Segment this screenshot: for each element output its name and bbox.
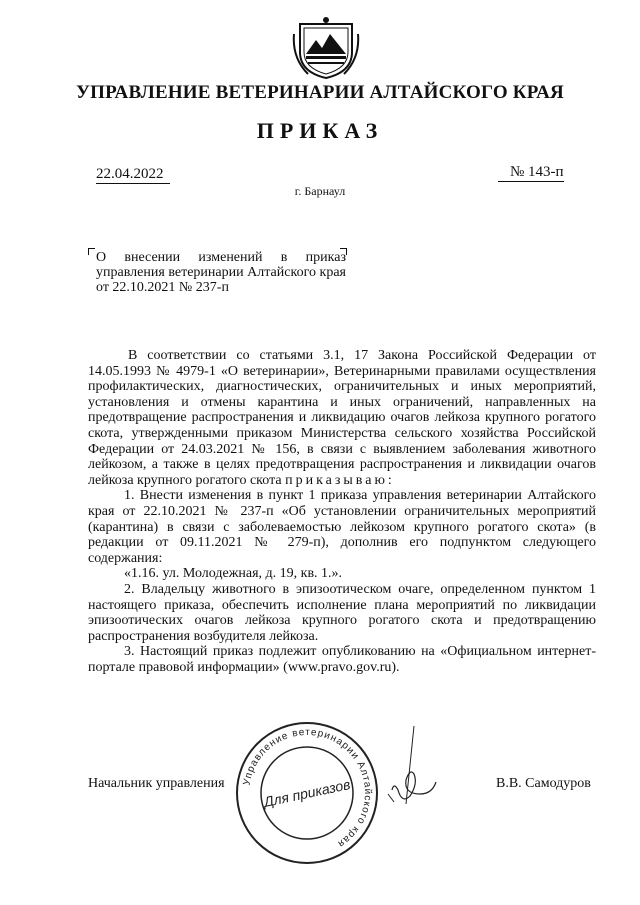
body-item-1: 1. Внести изменения в пункт 1 приказа управления ветеринарии Алтайского края от 22.10.2021 № 237-п «Об установлении ограничительных мероприятий (карантина) в связи с заболеваемостью лейкозом крупного рогатого скота» (в редакции от 09.11.2021 № 279-п), дополнив его подпунктом следующего содержания: — [88, 488, 596, 566]
seal-center-text: Для приказов — [262, 776, 352, 810]
seal-ring-text: Управление ветеринарии Алтайского края — [241, 726, 374, 850]
coat-of-arms-emblem — [292, 14, 360, 82]
signatory-name: В.В. Самодуров — [496, 776, 591, 791]
document-body — [88, 348, 596, 675]
handwritten-signature — [384, 724, 444, 814]
document-subject: О внесении изменений в приказ управления ветеринарии Алтайского края от 22.10.2021 № 237-п — [96, 250, 346, 295]
document-date: 22.04.2022 — [96, 166, 170, 184]
order-word: приказываю: — [285, 472, 395, 488]
subject-bracket-left — [88, 248, 95, 255]
document-type: ПРИКАЗ — [256, 118, 384, 143]
official-seal-stamp — [232, 718, 382, 868]
document-city: г. Барнаул — [294, 184, 346, 198]
body-item-1-sub: «1.16. ул. Молодежная, д. 19, кв. 1.». — [124, 566, 343, 582]
body-intro: В соответствии со статьями 3.1, 17 Закона Российской Федерации от 14.05.1993 № 4979-1 «О ветеринарии», Ветеринарными правилами осуществления профилактических, диагностических, ограничительных и иных мероприятий, установления и отмены карантина и иных ограничений, направленных на предотвращение распространения и ликвидацию очагов лейкоза крупного рогатого скота, утвержденными приказом Министерства сельского хозяйства Российской Федерации от 24.03.2021 № 156, в связи с выявлением заболевания животного лейкозом, а также в целях предотвращения распространения и ликвидации очагов лейкоза крупного рогатого скота приказываю: — [88, 348, 596, 488]
organization-name: УПРАВЛЕНИЕ ВЕТЕРИНАРИИ АЛТАЙСКОГО КРАЯ — [76, 82, 564, 103]
signatory-title: Начальник управления — [88, 776, 225, 791]
body-item-2: 2. Владельцу животного в эпизоотическом очаге, определенном пунктом 1 настоящего приказа, обеспечить исполнение плана мероприятий по ликвидации эпизоотических очагов лейкоза крупного рогатого скота и предотвращению распространения возбудителя лейкоза. — [88, 581, 596, 644]
document-number: № 143-п — [498, 164, 564, 182]
body-item-3: 3. Настоящий приказ подлежит опубликованию на «Официальном интернет-портале правовой информации» (www.pravo.gov.ru). — [88, 644, 596, 675]
